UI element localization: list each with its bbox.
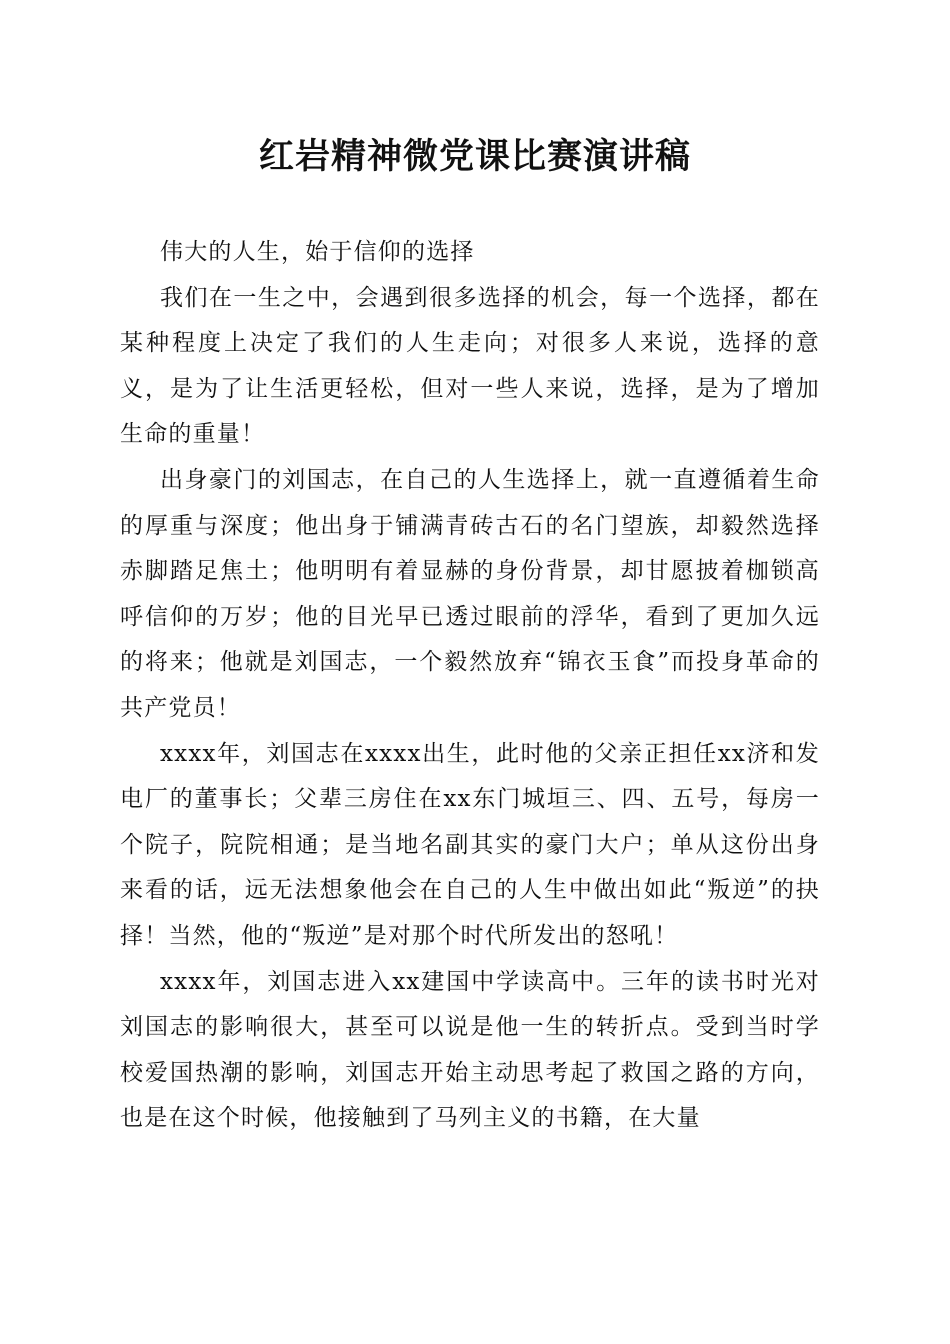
paragraph: xxxx年，刘国志在xxxx出生，此时他的父亲正担任xx济和发电厂的董事长；父辈三房住在xx东门城垣三、四、五号，每房一个院子，院院相通；是当地名副其实的豪门大户；单从这份出身来看的话，远无法想象他会在自己的人生中做出如此“叛逆”的抉择！当然，他的“叛逆”是对那个时代所发出的怒吼！	[120, 740, 820, 949]
paragraph: 出身豪门的刘国志，在自己的人生选择上，就一直遵循着生命的厚重与深度；他出身于铺满青砖古石的名门望族，却毅然选择赤脚踏足焦土；他明明有着显赫的身份背景，却甘愿披着枷锁高呼信仰的万岁；他的目光早已透过眼前的浮华，看到了更加久远的将来；他就是刘国志，一个毅然放弃“锦衣玉食”而投身革命的共产党员！	[120, 466, 820, 721]
document-title: 红岩精神微党课比赛演讲稿	[258, 136, 691, 177]
paragraph-subtitle: 伟大的人生，始于信仰的选择	[160, 239, 475, 265]
paragraph: 我们在一生之中，会遇到很多选择的机会，每一个选择，都在某种程度上决定了我们的人生走向；对很多人来说，选择的意义，是为了让生活更轻松，但对一些人来说，选择，是为了增加生命的重量！	[120, 284, 820, 448]
paragraph: xxxx年，刘国志进入xx建国中学读高中。三年的读书时光对刘国志的影响很大，甚至可以说是他一生的转折点。受到当时学校爱国热潮的影响，刘国志开始主动思考起了救国之路的方向，也是在这个时候，他接触到了马列主义的书籍，在大量	[120, 968, 820, 1132]
document-body	[120, 230, 820, 1142]
